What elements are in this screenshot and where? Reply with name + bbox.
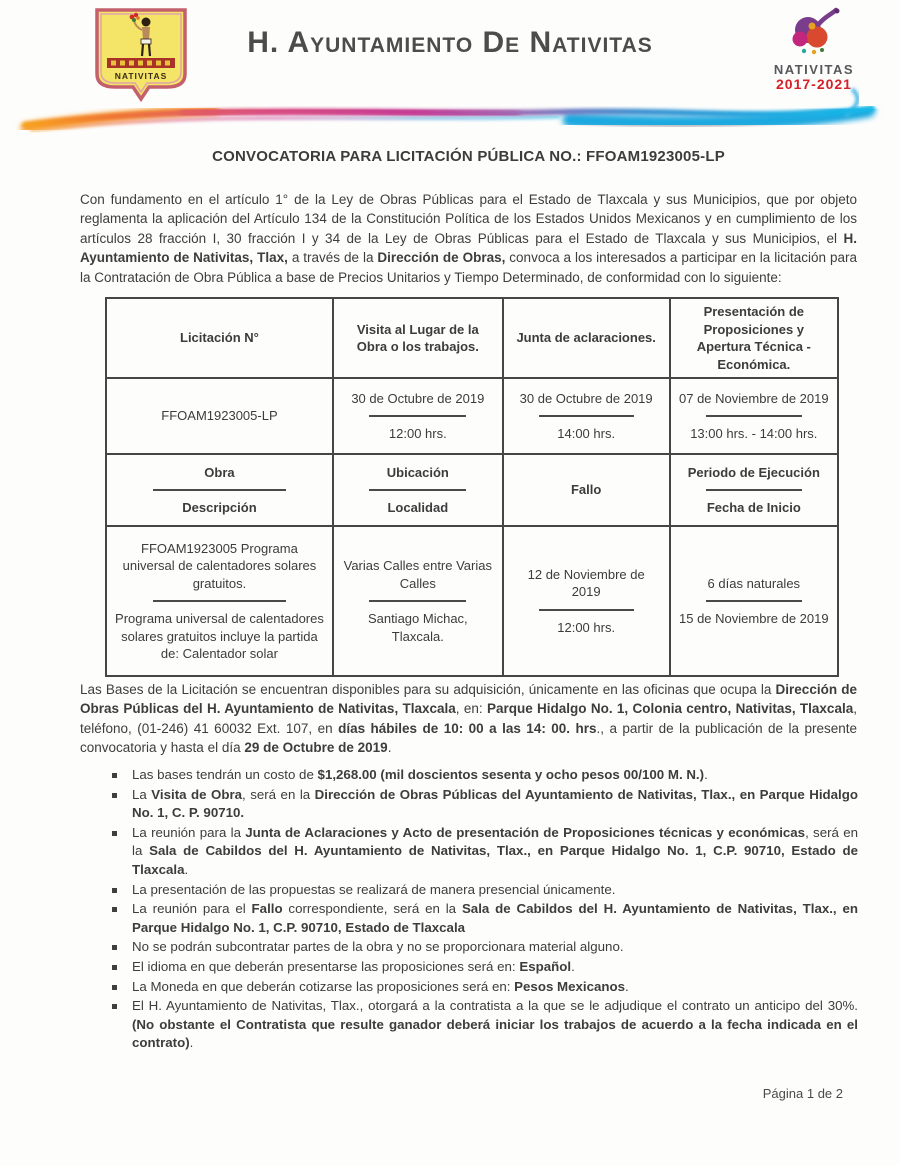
bullet-marker-icon (112, 831, 117, 836)
org-title: H. Ayuntamiento De Nativitas (247, 26, 653, 59)
list-item: El H. Ayuntamiento de Nativitas, Tlax., otorgará a la contratista a la que se le adjudique el contrato un anticipo del 30%. (No obstante el Contratista que resulte ganador deberá iniciar los trabajos de acuerdo a la fecha indicada en el contrato). (112, 997, 858, 1053)
cell-visita: 30 de Octubre de 2019 12:00 hrs. (333, 378, 503, 454)
document-title: CONVOCATORIA PARA LICITACIÓN PÚBLICA NO.: FFOAM1923005-LP (212, 148, 725, 165)
bullet-marker-icon (112, 773, 117, 778)
cell-divider (706, 600, 802, 602)
cell-divider (369, 489, 466, 491)
list-item: La reunión para el Fallo correspondiente, será en la Sala de Cabildos del H. Ayuntamiento de Nativitas, Tlax., en Parque Hidalgo No. 1, C.P. 90710, Estado de Tlaxcala (112, 900, 858, 937)
bullet-marker-icon (112, 793, 117, 798)
bullet-marker-icon (112, 985, 117, 990)
list-item: La Visita de Obra, será en la Dirección de Obras Públicas del Ayuntamiento de Nativitas, Tlax., en Parque Hidalgo No. 1, C. P. 90710. (112, 786, 858, 823)
cell-fallo: 12 de Noviembre de 2019 12:00 hrs. (503, 526, 670, 676)
header-visita: Visita al Lugar de la Obra o los trabajos. (333, 298, 503, 378)
cell-divider (706, 489, 802, 491)
page-number: Página 1 de 2 (762, 1086, 843, 1101)
table-subheader-row (106, 454, 838, 526)
list-item: La presentación de las propuestas se realizará de manera presencial únicamente. (112, 881, 858, 900)
header-obra-descripcion: Obra Descripción (106, 454, 333, 526)
cell-divider (706, 415, 802, 417)
cell-divider (539, 415, 634, 417)
logo-name: NATIVITAS (773, 62, 855, 77)
list-item: No se podrán subcontratar partes de la obra y no se proporcionara material alguno. (112, 938, 858, 957)
cell-divider (369, 415, 466, 417)
header-periodo-inicio: Periodo de Ejecución Fecha de Inicio (670, 454, 838, 526)
table-row (106, 526, 838, 676)
cell-divider (539, 609, 634, 611)
licitacion-schedule-table (105, 297, 839, 677)
abstract-figure-icon (760, 6, 868, 58)
cell-licitacion-number: FFOAM1923005-LP (106, 378, 333, 454)
header-ubicacion-localidad: Ubicación Localidad (333, 454, 503, 526)
table-header-row (106, 298, 838, 378)
bullet-marker-icon (112, 1004, 117, 1009)
bases-availability-paragraph: Las Bases de la Licitación se encuentran disponibles para su adquisición, únicamente en las oficinas que ocupa la Dirección de Obras Públicas del H. Ayuntamiento de Nativitas, Tlaxcala, en: Parque Hidalgo No. 1, Colonia centro, Nativitas, Tlaxcala, teléfono, (01-246) 41 60032 Ext. 107, en días hábiles de 10: 00 a las 14: 00. hrs., a partir de la publicación de la presente convocatoria y hasta el día 29 de Octubre de 2019. (80, 681, 857, 756)
cell-periodo-inicio: 6 días naturales 15 de Noviembre de 2019 (670, 526, 838, 676)
header-presentacion: Presentación de Proposiciones y Apertura Técnica - Económica. (670, 298, 838, 378)
cell-divider (153, 600, 287, 602)
crest-caption: NATIVITAS (114, 71, 168, 81)
table-row (106, 378, 838, 454)
cell-obra-descripcion: FFOAM1923005 Programa universal de calentadores solares gratuitos. Programa universal de calentadores solares gratuitos incluye la partida de: Calentador solar (106, 526, 333, 676)
cell-junta: 30 de Octubre de 2019 14:00 hrs. (503, 378, 670, 454)
header-fallo: Fallo (503, 454, 670, 526)
list-item: La Moneda en que deberán cotizarse las proposiciones será en: Pesos Mexicanos. (112, 978, 858, 997)
bullet-marker-icon (112, 888, 117, 893)
conditions-list (112, 766, 858, 1054)
cell-presentacion: 07 de Noviembre de 2019 13:00 hrs. - 14:00 hrs. (670, 378, 838, 454)
cell-divider (153, 489, 287, 491)
cell-ubicacion-localidad: Varias Calles entre Varias Calles Santiago Michac, Tlaxcala. (333, 526, 503, 676)
bullet-marker-icon (112, 965, 117, 970)
decorative-swoosh (0, 84, 900, 142)
header-junta: Junta de aclaraciones. (503, 298, 670, 378)
nativitas-administration-logo (760, 6, 868, 92)
intro-paragraph: Con fundamento en el artículo 1° de la Ley de Obras Públicas para el Estado de Tlaxcala y sus Municipios, que por objeto reglamenta la aplicación del Artículo 134 de la Constitución Política de los Estados Unidos Mexicanos y en cumplimiento de los artículos 28 fracción I, 30 fracción I y 34 de la Ley de Obras Públicas para el Estado de Tlaxcala y sus Municipios, el H. Ayuntamiento de Nativitas, Tlax, a través de la Dirección de Obras, convoca a los interesados a participar en la licitación para la Contratación de Obra Pública a base de Precios Unitarios y Tiempo Determinado, de conformidad con lo siguiente: (80, 191, 857, 285)
list-item: Las bases tendrán un costo de $1,268.00 (mil doscientos sesenta y ocho pesos 00/100 M. N.). (112, 766, 858, 785)
bullet-marker-icon (112, 907, 117, 912)
list-item: La reunión para la Junta de Aclaraciones y Acto de presentación de Proposiciones técnicas y económicas, será en la Sala de Cabildos del H. Ayuntamiento de Nativitas, Tlax., en Parque Hidalgo No. 1, C.P. 90710, Estado de Tlaxcala. (112, 824, 858, 880)
list-item: El idioma en que deberán presentarse las proposiciones será en: Español. (112, 958, 858, 977)
bullet-marker-icon (112, 945, 117, 950)
intro-text: Con fundamento en el artículo 1° de la Ley de Obras Públicas para el Estado de Tlaxcala y sus Municipios, que por objeto reglamenta la aplicación del Artículo 134 de la Constitución Política de los Estados Unidos Mexicanos y en cumplimiento de los artículos 28 fracción I, 30 fracción I y 34 de la Ley de Obras Públicas para el Estado de Tlaxcala y sus Municipios, el (80, 191, 857, 246)
header-licitacion: Licitación N° (106, 298, 333, 378)
cell-divider (369, 600, 466, 602)
logo-period: 2017-2021 (776, 76, 852, 92)
